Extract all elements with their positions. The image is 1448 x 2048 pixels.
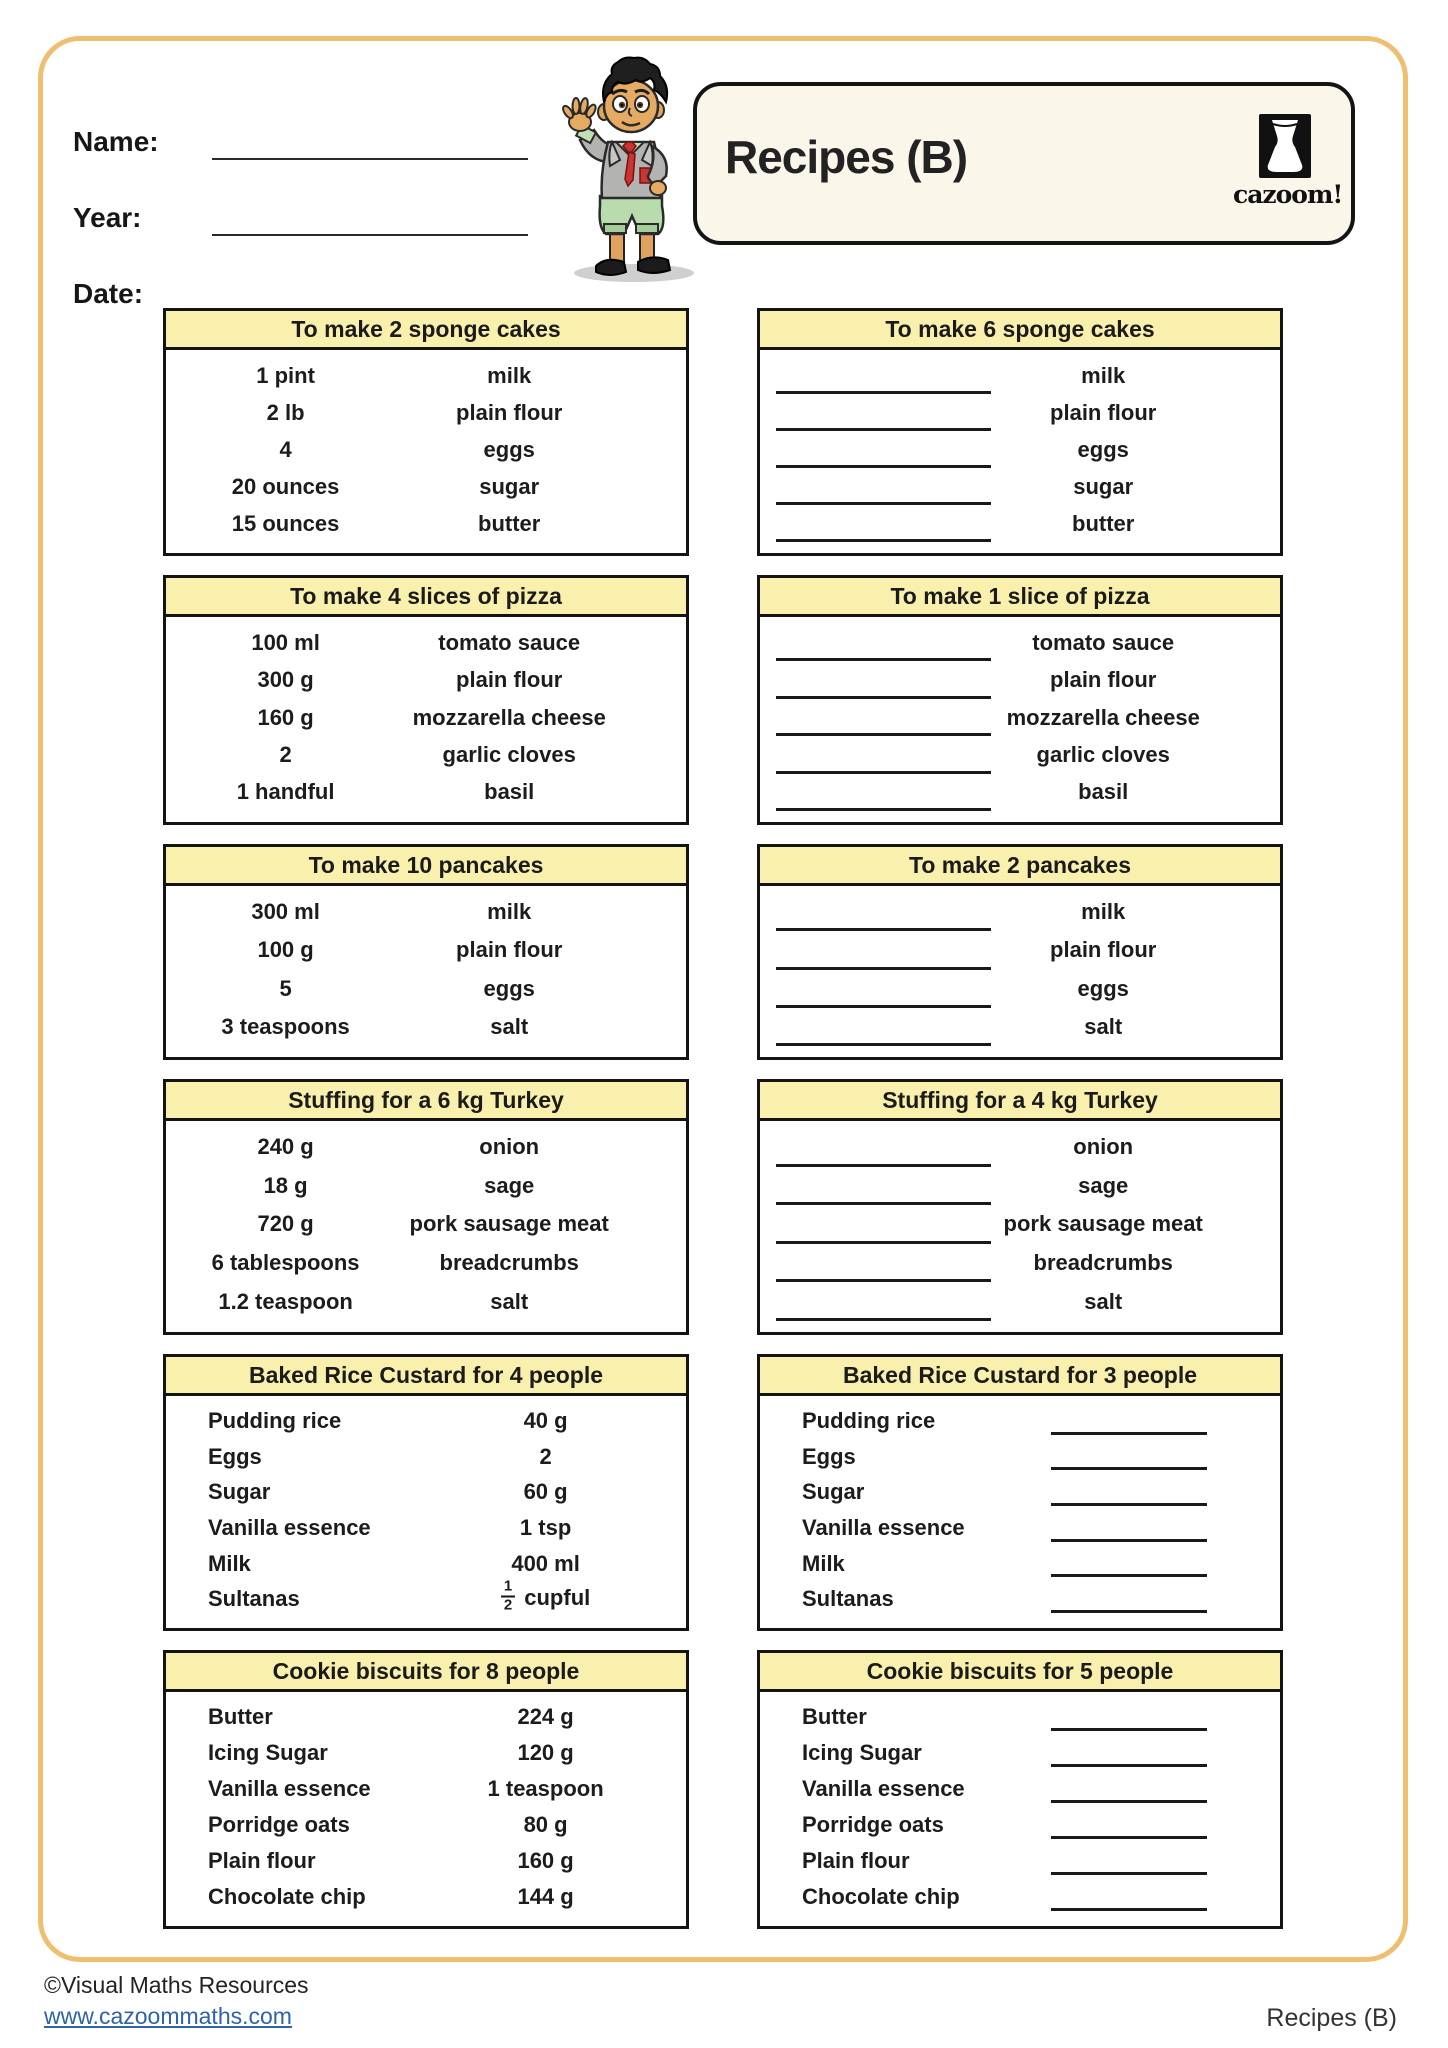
ingredient-label: Chocolate chip [208, 1884, 366, 1909]
answer-blank[interactable] [1051, 1503, 1207, 1506]
recipe-card [757, 844, 1283, 1060]
ingredient-label: tomato sauce [438, 629, 581, 655]
recipe-card-title: To make 6 sponge cakes [760, 311, 1280, 350]
recipe-row [166, 1699, 686, 1735]
answer-blank[interactable] [1051, 1728, 1207, 1731]
ingredient-label: garlic cloves [1036, 741, 1170, 767]
recipe-row [760, 661, 1280, 698]
ingredient-label: Sultanas [208, 1586, 300, 1612]
answer-blank[interactable] [1051, 1574, 1207, 1577]
recipe-row [760, 624, 1280, 661]
ingredient-label: milk [1081, 362, 1126, 388]
ingredient-label: milk [487, 362, 532, 388]
ingredient-label: plain flour [456, 667, 563, 693]
recipe-row [760, 1439, 1280, 1475]
recipe-grid [163, 308, 1283, 1929]
ingredient-label: Plain flour [208, 1848, 316, 1873]
recipe-card-title: Baked Rice Custard for 4 people [166, 1357, 686, 1396]
quantity-value: 1.2 teaspoon [218, 1288, 353, 1314]
recipe-card [757, 1650, 1283, 1929]
recipe-row [760, 1546, 1280, 1582]
ingredient-label: tomato sauce [1032, 629, 1175, 655]
recipe-row [760, 1403, 1280, 1439]
cazoom-logo-text: cazoom! [1233, 180, 1343, 209]
recipe-row [760, 431, 1280, 468]
quantity-value: 100 g [257, 937, 314, 963]
recipe-card-title: To make 4 slices of pizza [166, 578, 686, 617]
recipe-row [166, 468, 686, 505]
recipe-row [166, 1510, 686, 1546]
ingredient-label: Sultanas [802, 1586, 894, 1612]
recipe-row [166, 1843, 686, 1879]
quantity-value: 300 g [257, 667, 314, 693]
ingredient-label: garlic cloves [442, 741, 576, 767]
recipe-card [163, 575, 689, 825]
quantity-value: 224 g [517, 1704, 574, 1729]
ingredient-label: plain flour [456, 937, 563, 963]
ingredient-label: Pudding rice [208, 1407, 342, 1433]
quantity-value: 2 lb [266, 399, 305, 425]
student-boy-illustration [552, 50, 702, 285]
answer-blank[interactable] [776, 808, 992, 811]
ingredient-label: Porridge oats [802, 1812, 944, 1837]
recipe-row [166, 1205, 686, 1244]
recipe-row [760, 1879, 1280, 1915]
year-blank-line[interactable] [212, 234, 528, 236]
ingredient-label: eggs [483, 975, 535, 1001]
ingredient-label: Icing Sugar [208, 1740, 328, 1765]
quantity-value: 400 ml [511, 1550, 580, 1576]
ingredient-label: pork sausage meat [1003, 1211, 1203, 1237]
copyright-text: ©Visual Maths Resources [44, 1972, 309, 1998]
recipe-row [166, 1008, 686, 1046]
recipe-row [166, 1403, 686, 1439]
recipe-row [760, 931, 1280, 969]
ingredient-label: plain flour [1050, 937, 1157, 963]
recipe-row [760, 699, 1280, 736]
recipe-card [757, 308, 1283, 556]
answer-blank[interactable] [1051, 1539, 1207, 1542]
recipe-card [757, 1354, 1283, 1631]
name-label: Name: [73, 126, 159, 157]
recipe-row [166, 357, 686, 394]
ingredient-label: Milk [802, 1550, 845, 1576]
ingredient-label: Sugar [802, 1479, 865, 1505]
quantity-value: 1 pint [256, 362, 315, 388]
recipe-card-title: Stuffing for a 4 kg Turkey [760, 1082, 1280, 1121]
ingredient-label: basil [1078, 779, 1129, 805]
ingredient-label: salt [490, 1013, 529, 1039]
answer-blank[interactable] [1051, 1872, 1207, 1875]
quantity-value: 1 tsp [519, 1514, 572, 1540]
recipe-row [166, 1474, 686, 1510]
recipe-row [166, 1735, 686, 1771]
recipe-row [166, 1807, 686, 1843]
recipe-row [760, 736, 1280, 773]
quantity-value: 60 g [523, 1479, 568, 1505]
recipe-row [760, 1282, 1280, 1321]
answer-blank[interactable] [1051, 1467, 1207, 1470]
recipe-card-title: Baked Rice Custard for 3 people [760, 1357, 1280, 1396]
recipe-row [166, 1128, 686, 1167]
quantity-value: 720 g [257, 1211, 314, 1237]
quantity-value: 2 [539, 1443, 552, 1469]
ingredient-label: Icing Sugar [802, 1740, 922, 1765]
recipe-card-title: To make 1 slice of pizza [760, 578, 1280, 617]
recipe-row [166, 1282, 686, 1321]
ingredient-label: basil [484, 779, 535, 805]
ingredient-label: sugar [479, 473, 540, 499]
recipe-card [163, 844, 689, 1060]
quantity-value: 6 tablespoons [211, 1250, 360, 1276]
recipe-row [760, 1205, 1280, 1244]
quantity-value: 4 [279, 436, 292, 462]
page-title: Recipes (B) [725, 131, 968, 183]
quantity-value: 1 teaspoon [487, 1776, 604, 1801]
answer-blank[interactable] [776, 1043, 992, 1046]
recipe-row [166, 505, 686, 542]
recipe-row [166, 624, 686, 661]
recipe-row [760, 1244, 1280, 1283]
answer-blank[interactable] [1051, 1908, 1207, 1911]
recipe-row [760, 1807, 1280, 1843]
recipe-row [166, 661, 686, 698]
recipe-row [166, 736, 686, 773]
ingredient-label: Eggs [802, 1443, 856, 1469]
quantity-value: $\frac{1}{2}$ cupful [436, 1582, 654, 1617]
ingredient-label: Milk [208, 1550, 251, 1576]
recipe-card [163, 1650, 689, 1929]
recipe-row [166, 699, 686, 736]
date-label: Date: [73, 278, 144, 309]
answer-blank[interactable] [776, 1318, 992, 1321]
ingredient-label: Plain flour [802, 1848, 910, 1873]
recipe-card [163, 308, 689, 556]
recipe-row [166, 931, 686, 969]
ingredient-label: Porridge oats [208, 1812, 350, 1837]
quantity-value: 15 ounces [231, 510, 340, 536]
ingredient-label: eggs [1077, 436, 1129, 462]
recipe-card [757, 575, 1283, 825]
quantity-value: 5 [279, 975, 292, 1001]
recipe-card [163, 1354, 689, 1631]
ingredient-label: Chocolate chip [802, 1884, 960, 1909]
quantity-value: 160 g [257, 704, 314, 730]
ingredient-label: sugar [1073, 473, 1134, 499]
recipe-row [760, 468, 1280, 505]
quantity-value: 2 [279, 741, 292, 767]
ingredient-label: Pudding rice [802, 1407, 936, 1433]
recipe-row [760, 1771, 1280, 1807]
quantity-value: 1 handful [236, 779, 335, 805]
recipe-row [760, 893, 1280, 931]
ingredient-label: mozzarella cheese [412, 704, 606, 730]
answer-blank[interactable] [1051, 1764, 1207, 1767]
recipe-row [760, 1474, 1280, 1510]
recipe-card-title: Stuffing for a 6 kg Turkey [166, 1082, 686, 1121]
recipe-row [760, 1510, 1280, 1546]
cazoom-logo [1233, 114, 1343, 209]
ingredient-label: plain flour [1050, 667, 1157, 693]
year-label: Year: [73, 202, 142, 233]
quantity-value: 240 g [257, 1134, 314, 1160]
recipe-row [166, 1577, 686, 1617]
ingredient-label: butter [478, 510, 541, 536]
quantity-value: 144 g [517, 1884, 574, 1909]
recipe-row [760, 774, 1280, 811]
recipe-row [760, 394, 1280, 431]
answer-blank[interactable] [1051, 1610, 1207, 1613]
recipe-card-title: To make 10 pancakes [166, 847, 686, 886]
recipe-row [760, 357, 1280, 394]
footer-page-label: Recipes (B) [1266, 2004, 1397, 2032]
recipe-row [760, 1128, 1280, 1167]
ingredient-label: Vanilla essence [208, 1514, 371, 1540]
recipe-row [760, 505, 1280, 542]
quantity-value: 80 g [523, 1812, 568, 1837]
half-fraction: $\frac{1}{2}$ [501, 1579, 515, 1614]
quantity-value: 160 g [517, 1848, 574, 1873]
recipe-row [760, 1008, 1280, 1046]
recipe-row [166, 893, 686, 931]
ingredient-label: Sugar [208, 1479, 271, 1505]
recipe-row [166, 1879, 686, 1915]
ingredient-label: Butter [208, 1704, 273, 1729]
recipe-card-title: Cookie biscuits for 8 people [166, 1653, 686, 1692]
ingredient-label: Vanilla essence [208, 1776, 371, 1801]
ingredient-label: Butter [802, 1704, 867, 1729]
quantity-value: 40 g [523, 1407, 568, 1433]
recipe-card-title: To make 2 pancakes [760, 847, 1280, 886]
recipe-row [166, 1167, 686, 1206]
recipe-row [760, 1699, 1280, 1735]
answer-blank[interactable] [776, 539, 992, 542]
answer-blank[interactable] [1051, 1432, 1207, 1435]
ingredient-label: Vanilla essence [802, 1514, 965, 1540]
ingredient-label: breadcrumbs [1033, 1250, 1173, 1276]
website-link[interactable]: www.cazoommaths.com [44, 2003, 292, 2029]
ingredient-label: salt [1084, 1288, 1123, 1314]
recipe-row [166, 1771, 686, 1807]
cazoom-drum-icon [1259, 114, 1311, 178]
recipe-row [166, 394, 686, 431]
ingredient-label: onion [479, 1134, 540, 1160]
ingredient-label: Vanilla essence [802, 1776, 965, 1801]
ingredient-label: milk [487, 899, 532, 925]
answer-blank[interactable] [1051, 1800, 1207, 1803]
recipe-card-title: To make 2 sponge cakes [166, 311, 686, 350]
name-blank-line[interactable] [212, 158, 528, 160]
ingredient-label: eggs [1077, 975, 1129, 1001]
ingredient-label: sage [1078, 1172, 1129, 1198]
recipe-row [166, 1439, 686, 1475]
ingredient-label: plain flour [1050, 399, 1157, 425]
quantity-value: 120 g [517, 1740, 574, 1765]
ingredient-label: pork sausage meat [409, 1211, 609, 1237]
ingredient-label: onion [1073, 1134, 1134, 1160]
recipe-row [166, 970, 686, 1008]
quantity-value: 3 teaspoons [221, 1013, 350, 1039]
recipe-row [166, 774, 686, 811]
recipe-row [760, 1167, 1280, 1206]
quantity-value: 18 g [263, 1172, 308, 1198]
ingredient-label: salt [490, 1288, 529, 1314]
recipe-row [166, 1244, 686, 1283]
recipe-card [757, 1079, 1283, 1335]
ingredient-label: eggs [483, 436, 535, 462]
ingredient-label: mozzarella cheese [1006, 704, 1200, 730]
recipe-row [760, 1843, 1280, 1879]
recipe-row [760, 1581, 1280, 1617]
quantity-value: 20 ounces [231, 473, 340, 499]
recipe-row [166, 1546, 686, 1582]
ingredient-label: plain flour [456, 399, 563, 425]
answer-blank[interactable] [1051, 1836, 1207, 1839]
title-box [693, 82, 1355, 245]
recipe-card [163, 1079, 689, 1335]
ingredient-label: milk [1081, 899, 1126, 925]
ingredient-label: salt [1084, 1013, 1123, 1039]
recipe-row [166, 431, 686, 468]
ingredient-label: Eggs [208, 1443, 262, 1469]
quantity-value: 300 ml [251, 899, 320, 925]
ingredient-label: breadcrumbs [439, 1250, 579, 1276]
recipe-card-title: Cookie biscuits for 5 people [760, 1653, 1280, 1692]
ingredient-label: butter [1072, 510, 1135, 536]
recipe-row [760, 970, 1280, 1008]
recipe-row [760, 1735, 1280, 1771]
quantity-value: 100 ml [251, 629, 320, 655]
ingredient-label: sage [484, 1172, 535, 1198]
